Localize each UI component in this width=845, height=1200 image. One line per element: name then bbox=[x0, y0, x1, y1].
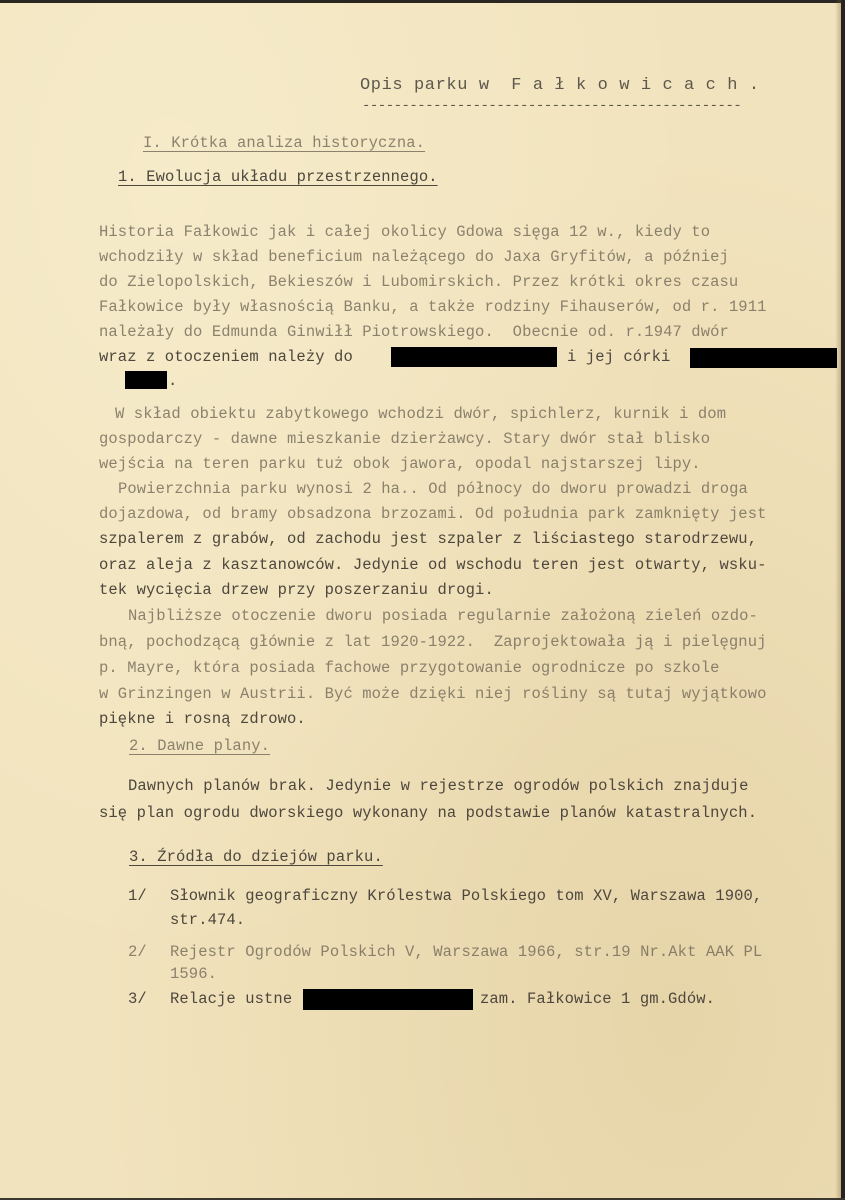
para1-line4: Fałkowice były własnością Banku, a także rodziny Fihauserów, od r. 1911 bbox=[99, 298, 767, 316]
para1-line5: należały do Edmunda Ginwiłł Piotrowskiego. Obecnie od. r.1947 dwór bbox=[99, 323, 729, 341]
source-3-line1-cont: zam. Fałkowice 1 gm.Gdów. bbox=[480, 990, 716, 1008]
para1-line7: . bbox=[168, 372, 178, 390]
source-1-number: 1/ bbox=[128, 887, 147, 905]
para5-line1: Dawnych planów brak. Jedynie w rejestrze ogrodów polskich znajduje bbox=[128, 777, 749, 795]
para2-line3: wejścia na teren parku tuż obok jawora, opodal najstarszej lipy. bbox=[99, 455, 701, 473]
subsection-3-heading: 3. Źródła do dziejów parku. bbox=[129, 848, 383, 866]
para3-line2: dojazdowa, od bramy obsadzona brzozami. Od południa park zamknięty jest bbox=[99, 505, 767, 523]
para4-line5: piękne i rosną zdrowo. bbox=[99, 710, 306, 728]
redaction-block-owner bbox=[391, 347, 557, 367]
para3-line5: tek wycięcia drzew przy poszerzaniu drogi. bbox=[99, 581, 494, 599]
scan-edge-right bbox=[841, 0, 845, 1200]
para1-line3: do Zielopolskich, Bekieszów i Lubomirskich. Przez krótki okres czasu bbox=[99, 273, 739, 291]
title-underline: ------------------------------------------------ bbox=[362, 98, 742, 114]
para2-line2: gospodarczy - dawne mieszkanie dzierżawcy. Stary dwór stał blisko bbox=[99, 430, 711, 448]
para1-line6: wraz z otoczeniem należy do bbox=[99, 348, 353, 366]
para5-line2: się plan ogrodu dworskiego wykonany na podstawie planów katastralnych. bbox=[99, 804, 758, 822]
document-title: Opis parku w F a ł k o w i c a c h . bbox=[360, 76, 760, 95]
para4-line4: w Grinzingen w Austrii. Być może dzięki niej rośliny są tutaj wyjątkowo bbox=[99, 685, 767, 703]
subsection-1-heading: 1. Ewolucja układu przestrzennego. bbox=[118, 168, 438, 186]
section-heading: I. Krótka analiza historyczna. bbox=[143, 134, 426, 152]
para4-line3: p. Mayre, która posiada fachowe przygotowanie ogrodnicze po szkole bbox=[99, 659, 720, 677]
redaction-block-daughter bbox=[690, 348, 837, 368]
redaction-block-daughter-cont bbox=[125, 371, 167, 389]
para4-line1: Najbliższe otoczenie dworu posiada regularnie założoną zieleń ozdo- bbox=[128, 607, 758, 625]
subsection-2-heading: 2. Dawne plany. bbox=[129, 737, 271, 755]
para2-line1: W skład obiektu zabytkowego wchodzi dwór, spichlerz, kurnik i dom bbox=[115, 405, 727, 423]
para3-line3: szpalerem z grabów, od zachodu jest szpaler z liściastego starodrzewu, bbox=[99, 530, 758, 548]
source-2-line2: 1596. bbox=[170, 965, 218, 983]
source-2-number: 2/ bbox=[128, 943, 147, 961]
source-2-line1: Rejestr Ogrodów Polskich V, Warszawa 1966, str.19 Nr.Akt AAK PL bbox=[170, 943, 763, 961]
redaction-block-informant bbox=[303, 989, 473, 1010]
source-3-number: 3/ bbox=[128, 990, 147, 1008]
source-3-line1: Relacje ustne bbox=[170, 990, 293, 1008]
para1-line1: Historia Fałkowic jak i całej okolicy Gdowa sięga 12 w., kiedy to bbox=[99, 223, 711, 241]
para1-line2: wchodziły w skład beneficium należącego do Jaxa Gryfitów, a później bbox=[99, 248, 729, 266]
para1-line6-cont: i jej córki bbox=[567, 348, 671, 366]
scan-edge-top bbox=[0, 0, 845, 3]
para3-line1: Powierzchnia parku wynosi 2 ha.. Od północy do dworu prowadzi droga bbox=[118, 480, 748, 498]
source-1-line1: Słownik geograficzny Królestwa Polskiego tom XV, Warszawa 1900, bbox=[170, 887, 763, 905]
para4-line2: bną, pochodzącą głównie z lat 1920-1922. Zaprojektowała ją i pielęgnuj bbox=[99, 633, 767, 651]
para3-line4: oraz aleja z kasztanowców. Jedynie od wschodu teren jest otwarty, wsku- bbox=[99, 556, 767, 574]
source-1-line2: str.474. bbox=[170, 911, 246, 929]
